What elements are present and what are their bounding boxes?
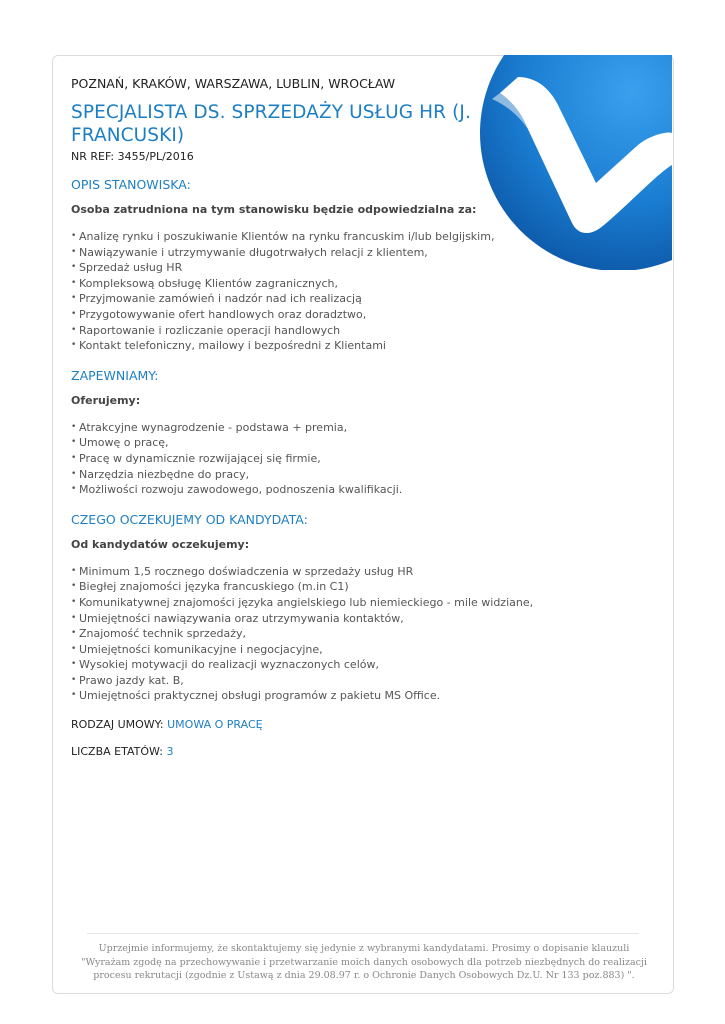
section-heading-oczekujemy: CZEGO OCZEKUJEMY OD KANDYDATA:	[71, 511, 308, 527]
section-heading-zapewniamy: ZAPEWNIAMY:	[71, 367, 159, 383]
contract-type-value: UMOWA O PRACĘ	[167, 718, 263, 732]
list-item: • Narzędzia niezbędne do pracy,	[71, 467, 491, 483]
section-intro-opis: Osoba zatrudniona na tym stanowisku będzie odpowiedzialna za:	[71, 203, 477, 216]
list-item: • Umowę o pracę,	[71, 435, 491, 451]
list-item: • Umiejętności praktycznej obsługi programów z pakietu MS Office.	[71, 688, 491, 704]
list-item: • Pracę w dynamicznie rozwijającej się firmie,	[71, 451, 491, 467]
contract-type	[71, 718, 491, 731]
job-offer-content	[71, 74, 534, 759]
list-item: • Możliwości rozwoju zawodowego, podnoszenia kwalifikacji.	[71, 482, 491, 498]
section-intro-oczekujemy: Od kandydatów oczekujemy:	[71, 537, 250, 551]
positions-count	[71, 745, 491, 758]
footer-divider	[87, 933, 639, 934]
list-item: • Wysokiej motywacji do realizacji wyznaczonych celów,	[71, 657, 491, 673]
list-item: • Atrakcyjne wynagrodzenie - podstawa + premia,	[71, 420, 491, 436]
list-item: • Kompleksową obsługę Klientów zagranicznych,	[71, 276, 491, 292]
list-zapewniamy	[71, 420, 491, 498]
company-logo-checkmark-icon	[478, 55, 672, 270]
list-item: • Kontakt telefoniczny, mailowy i bezpośredni z Klientami	[71, 338, 491, 354]
list-item: • Minimum 1,5 rocznego doświadczenia w sprzedaży usług HR	[71, 564, 491, 580]
positions-count-value: 3	[166, 745, 174, 759]
positions-count-label: LICZBA ETATÓW:	[71, 745, 163, 759]
contract-type-label: RODZAJ UMOWY:	[71, 718, 164, 732]
list-item: • Nawiązywanie i utrzymywanie długotrwałych relacji z klientem,	[71, 245, 491, 261]
footer-disclaimer: Uprzejmie informujemy, że skontaktujemy się jedynie z wybranymi kandydatami. Prosimy o dopisanie klauzuli "Wyrażam zgodę na przechowywanie i przetwarzanie moich danych osobowych dla potrzeb niezbędnych do realizacji procesu rekrutacji (zgodnie z Ustawą z dnia 29.08.97 r. o Ochronie Danych Osobowych Dz.U. Nr 133 poz.883) ".	[81, 943, 647, 981]
section-heading-opis: OPIS STANOWISKA:	[71, 177, 191, 192]
list-item: • Analizę rynku i poszukiwanie Klientów na rynku francuskim i/lub belgijskim,	[71, 229, 491, 245]
list-item: • Umiejętności nawiązywania oraz utrzymywania kontaktów,	[71, 611, 491, 627]
job-reference: NR REF: 3455/PL/2016	[71, 150, 194, 163]
job-locations: POZNAŃ, KRAKÓW, WARSZAWA, LUBLIN, WROCŁAW	[71, 76, 396, 91]
list-item: • Sprzedaż usług HR	[71, 260, 491, 276]
list-item: • Przyjmowanie zamówień i nadzór nad ich realizacją	[71, 291, 491, 307]
list-item: • Znajomość technik sprzedaży,	[71, 626, 491, 642]
list-item: • Komunikatywnej znajomości języka angielskiego lub niemieckiego - mile widziane,	[71, 595, 491, 611]
section-intro-zapewniamy: Oferujemy:	[71, 393, 141, 407]
list-oczekujemy	[71, 564, 534, 704]
list-item: • Umiejętności komunikacyjne i negocjacyjne,	[71, 642, 491, 658]
list-item: • Prawo jazdy kat. B,	[71, 673, 491, 689]
job-title: SPECJALISTA DS. SPRZEDAŻY USŁUG HR (J. FRANCUSKI)	[71, 102, 471, 146]
list-item: • Biegłej znajomości języka francuskiego (m.in C1)	[71, 579, 491, 595]
list-opis	[71, 229, 495, 354]
list-item: • Przygotowywanie ofert handlowych oraz doradztwo,	[71, 307, 491, 323]
list-item: • Raportowanie i rozliczanie operacji handlowych	[71, 323, 491, 339]
